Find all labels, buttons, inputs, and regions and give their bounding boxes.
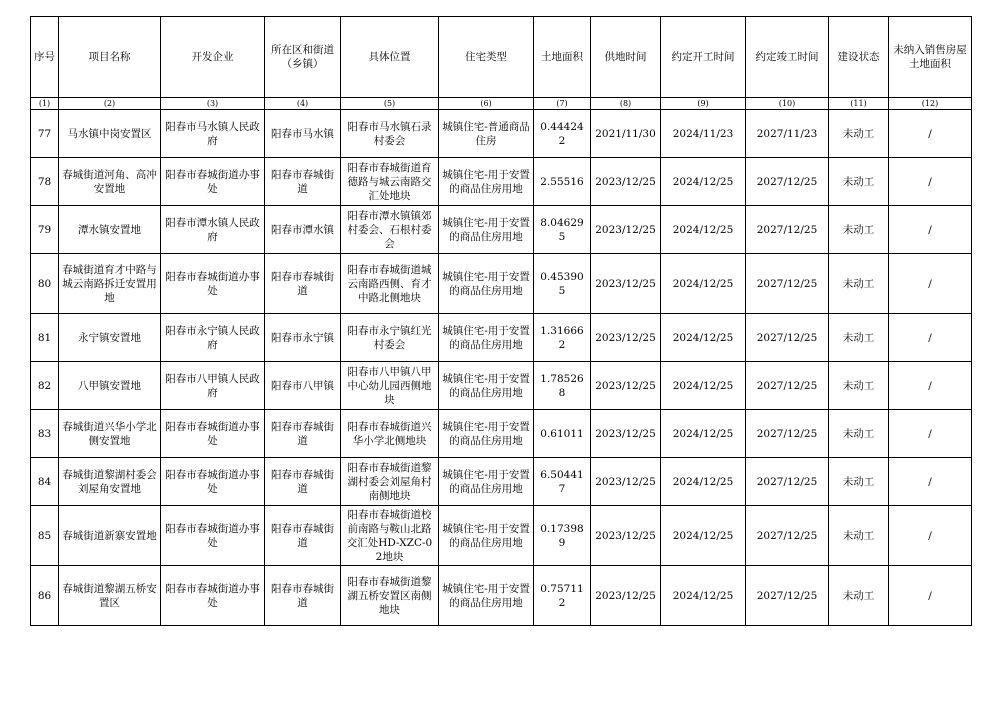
table-row bbox=[31, 410, 972, 458]
cell-excluded-area: / bbox=[889, 158, 972, 206]
cell-location: 阳春市马水镇石录村委会 bbox=[341, 110, 439, 158]
cell-excluded-area: / bbox=[889, 110, 972, 158]
cell-status: 未动工 bbox=[829, 206, 889, 254]
cell-finish-date: 2027/12/25 bbox=[746, 254, 829, 314]
cell-location: 阳春市春城街道兴华小学北侧地块 bbox=[341, 410, 439, 458]
cell-supply-date: 2023/12/25 bbox=[591, 362, 661, 410]
col-number: (5) bbox=[341, 98, 439, 110]
cell-district: 阳春市春城街道 bbox=[265, 506, 341, 566]
col-header: 土地面积 bbox=[534, 17, 591, 98]
col-number: (12) bbox=[889, 98, 972, 110]
cell-developer: 阳春市春城街道办事处 bbox=[161, 506, 265, 566]
cell-project-name: 春城街道育才中路与城云南路拆迁安置用地 bbox=[59, 254, 161, 314]
cell-location: 阳春市春城街道城云南路西侧、育才中路北侧地块 bbox=[341, 254, 439, 314]
col-header: 序号 bbox=[31, 17, 59, 98]
cell-land-area: 2.55516 bbox=[534, 158, 591, 206]
cell-land-area: 0.444242 bbox=[534, 110, 591, 158]
cell-excluded-area: / bbox=[889, 314, 972, 362]
cell-supply-date: 2021/11/30 bbox=[591, 110, 661, 158]
cell-developer: 阳春市春城街道办事处 bbox=[161, 566, 265, 626]
cell-status: 未动工 bbox=[829, 254, 889, 314]
cell-land-area: 1.785268 bbox=[534, 362, 591, 410]
cell-excluded-area: / bbox=[889, 458, 972, 506]
cell-excluded-area: / bbox=[889, 206, 972, 254]
cell-status: 未动工 bbox=[829, 362, 889, 410]
cell-start-date: 2024/12/25 bbox=[661, 314, 746, 362]
cell-excluded-area: / bbox=[889, 254, 972, 314]
cell-location: 阳春市春城街道育德路与城云南路交汇处地块 bbox=[341, 158, 439, 206]
table-row bbox=[31, 506, 972, 566]
col-header: 约定竣工时间 bbox=[746, 17, 829, 98]
cell-housing-type: 城镇住宅-用于安置的商品住房用地 bbox=[439, 314, 534, 362]
cell-no: 77 bbox=[31, 110, 59, 158]
cell-start-date: 2024/12/25 bbox=[661, 362, 746, 410]
cell-start-date: 2024/12/25 bbox=[661, 254, 746, 314]
cell-district: 阳春市八甲镇 bbox=[265, 362, 341, 410]
cell-no: 84 bbox=[31, 458, 59, 506]
cell-housing-type: 城镇住宅-用于安置的商品住房用地 bbox=[439, 506, 534, 566]
cell-location: 阳春市八甲镇八甲中心幼儿园西侧地块 bbox=[341, 362, 439, 410]
col-header: 供地时间 bbox=[591, 17, 661, 98]
cell-supply-date: 2023/12/25 bbox=[591, 314, 661, 362]
col-header: 未纳入销售房屋土地面积 bbox=[889, 17, 972, 98]
col-header: 所在区和街道（乡镇） bbox=[265, 17, 341, 98]
cell-developer: 阳春市潭水镇人民政府 bbox=[161, 206, 265, 254]
cell-housing-type: 城镇住宅-用于安置的商品住房用地 bbox=[439, 458, 534, 506]
cell-no: 86 bbox=[31, 566, 59, 626]
table-row bbox=[31, 314, 972, 362]
cell-no: 79 bbox=[31, 206, 59, 254]
col-number: (1) bbox=[31, 98, 59, 110]
cell-start-date: 2024/12/25 bbox=[661, 506, 746, 566]
cell-supply-date: 2023/12/25 bbox=[591, 506, 661, 566]
land-supply-table bbox=[30, 16, 972, 626]
column-number-row bbox=[31, 98, 972, 110]
cell-housing-type: 城镇住宅-用于安置的商品住房用地 bbox=[439, 362, 534, 410]
cell-no: 83 bbox=[31, 410, 59, 458]
cell-developer: 阳春市春城街道办事处 bbox=[161, 254, 265, 314]
cell-finish-date: 2027/12/25 bbox=[746, 410, 829, 458]
cell-land-area: 0.173989 bbox=[534, 506, 591, 566]
cell-excluded-area: / bbox=[889, 362, 972, 410]
col-number: (3) bbox=[161, 98, 265, 110]
cell-land-area: 0.757112 bbox=[534, 566, 591, 626]
cell-housing-type: 城镇住宅-用于安置的商品住房用地 bbox=[439, 206, 534, 254]
cell-project-name: 春城街道黎湖五桥安置区 bbox=[59, 566, 161, 626]
cell-project-name: 永宁镇安置地 bbox=[59, 314, 161, 362]
cell-start-date: 2024/12/25 bbox=[661, 158, 746, 206]
cell-start-date: 2024/12/25 bbox=[661, 206, 746, 254]
cell-developer: 阳春市马水镇人民政府 bbox=[161, 110, 265, 158]
cell-land-area: 1.316662 bbox=[534, 314, 591, 362]
cell-supply-date: 2023/12/25 bbox=[591, 206, 661, 254]
cell-supply-date: 2023/12/25 bbox=[591, 158, 661, 206]
cell-district: 阳春市永宁镇 bbox=[265, 314, 341, 362]
table-row bbox=[31, 110, 972, 158]
cell-supply-date: 2023/12/25 bbox=[591, 254, 661, 314]
cell-project-name: 春城街道兴华小学北侧安置地 bbox=[59, 410, 161, 458]
cell-housing-type: 城镇住宅-用于安置的商品住房用地 bbox=[439, 158, 534, 206]
cell-housing-type: 城镇住宅-用于安置的商品住房用地 bbox=[439, 254, 534, 314]
cell-developer: 阳春市春城街道办事处 bbox=[161, 158, 265, 206]
table-row bbox=[31, 362, 972, 410]
cell-land-area: 6.504417 bbox=[534, 458, 591, 506]
col-header: 具体位置 bbox=[341, 17, 439, 98]
cell-finish-date: 2027/12/25 bbox=[746, 158, 829, 206]
table-row bbox=[31, 206, 972, 254]
cell-finish-date: 2027/12/25 bbox=[746, 458, 829, 506]
cell-housing-type: 城镇住宅-普通商品住房 bbox=[439, 110, 534, 158]
cell-no: 81 bbox=[31, 314, 59, 362]
cell-status: 未动工 bbox=[829, 110, 889, 158]
cell-district: 阳春市春城街道 bbox=[265, 254, 341, 314]
col-header: 开发企业 bbox=[161, 17, 265, 98]
cell-district: 阳春市春城街道 bbox=[265, 566, 341, 626]
cell-no: 85 bbox=[31, 506, 59, 566]
cell-status: 未动工 bbox=[829, 566, 889, 626]
cell-supply-date: 2023/12/25 bbox=[591, 458, 661, 506]
cell-status: 未动工 bbox=[829, 158, 889, 206]
table-row bbox=[31, 254, 972, 314]
cell-location: 阳春市春城街道黎湖村委会刘屋角村南侧地块 bbox=[341, 458, 439, 506]
cell-project-name: 春城街道河角、高冲安置地 bbox=[59, 158, 161, 206]
header-row bbox=[31, 17, 972, 98]
cell-excluded-area: / bbox=[889, 506, 972, 566]
cell-finish-date: 2027/12/25 bbox=[746, 362, 829, 410]
cell-status: 未动工 bbox=[829, 410, 889, 458]
cell-district: 阳春市春城街道 bbox=[265, 158, 341, 206]
cell-project-name: 春城街道黎湖村委会刘屋角安置地 bbox=[59, 458, 161, 506]
cell-status: 未动工 bbox=[829, 314, 889, 362]
cell-excluded-area: / bbox=[889, 410, 972, 458]
cell-no: 82 bbox=[31, 362, 59, 410]
cell-start-date: 2024/12/25 bbox=[661, 410, 746, 458]
col-number: (6) bbox=[439, 98, 534, 110]
cell-district: 阳春市马水镇 bbox=[265, 110, 341, 158]
cell-housing-type: 城镇住宅-用于安置的商品住房用地 bbox=[439, 410, 534, 458]
cell-land-area: 0.453905 bbox=[534, 254, 591, 314]
cell-finish-date: 2027/12/25 bbox=[746, 566, 829, 626]
cell-project-name: 八甲镇安置地 bbox=[59, 362, 161, 410]
cell-location: 阳春市永宁镇红光村委会 bbox=[341, 314, 439, 362]
cell-project-name: 春城街道新寨安置地 bbox=[59, 506, 161, 566]
cell-district: 阳春市春城街道 bbox=[265, 410, 341, 458]
col-number: (8) bbox=[591, 98, 661, 110]
cell-supply-date: 2023/12/25 bbox=[591, 410, 661, 458]
cell-developer: 阳春市春城街道办事处 bbox=[161, 458, 265, 506]
table-row bbox=[31, 566, 972, 626]
cell-developer: 阳春市永宁镇人民政府 bbox=[161, 314, 265, 362]
cell-finish-date: 2027/12/25 bbox=[746, 506, 829, 566]
cell-district: 阳春市春城街道 bbox=[265, 458, 341, 506]
col-header: 住宅类型 bbox=[439, 17, 534, 98]
cell-land-area: 0.61011 bbox=[534, 410, 591, 458]
cell-no: 80 bbox=[31, 254, 59, 314]
cell-project-name: 潭水镇安置地 bbox=[59, 206, 161, 254]
cell-location: 阳春市潭水镇镇郊村委会、石根村委会 bbox=[341, 206, 439, 254]
cell-no: 78 bbox=[31, 158, 59, 206]
cell-status: 未动工 bbox=[829, 458, 889, 506]
col-header: 约定开工时间 bbox=[661, 17, 746, 98]
col-header: 建设状态 bbox=[829, 17, 889, 98]
cell-housing-type: 城镇住宅-用于安置的商品住房用地 bbox=[439, 566, 534, 626]
cell-district: 阳春市潭水镇 bbox=[265, 206, 341, 254]
cell-supply-date: 2023/12/25 bbox=[591, 566, 661, 626]
cell-status: 未动工 bbox=[829, 506, 889, 566]
cell-start-date: 2024/12/25 bbox=[661, 566, 746, 626]
table-row bbox=[31, 158, 972, 206]
col-number: (11) bbox=[829, 98, 889, 110]
cell-developer: 阳春市春城街道办事处 bbox=[161, 410, 265, 458]
cell-start-date: 2024/12/25 bbox=[661, 458, 746, 506]
col-number: (9) bbox=[661, 98, 746, 110]
col-number: (4) bbox=[265, 98, 341, 110]
col-number: (2) bbox=[59, 98, 161, 110]
col-number: (7) bbox=[534, 98, 591, 110]
col-number: (10) bbox=[746, 98, 829, 110]
cell-project-name: 马水镇中岗安置区 bbox=[59, 110, 161, 158]
cell-start-date: 2024/11/23 bbox=[661, 110, 746, 158]
col-header: 项目名称 bbox=[59, 17, 161, 98]
cell-location: 阳春市春城街道黎湖五桥安置区南侧地块 bbox=[341, 566, 439, 626]
table-row bbox=[31, 458, 972, 506]
cell-developer: 阳春市八甲镇人民政府 bbox=[161, 362, 265, 410]
cell-finish-date: 2027/11/23 bbox=[746, 110, 829, 158]
cell-finish-date: 2027/12/25 bbox=[746, 206, 829, 254]
cell-location: 阳春市春城街道校前南路与鞍山北路交汇处HD-XZC-02地块 bbox=[341, 506, 439, 566]
cell-land-area: 8.046295 bbox=[534, 206, 591, 254]
cell-excluded-area: / bbox=[889, 566, 972, 626]
cell-finish-date: 2027/12/25 bbox=[746, 314, 829, 362]
